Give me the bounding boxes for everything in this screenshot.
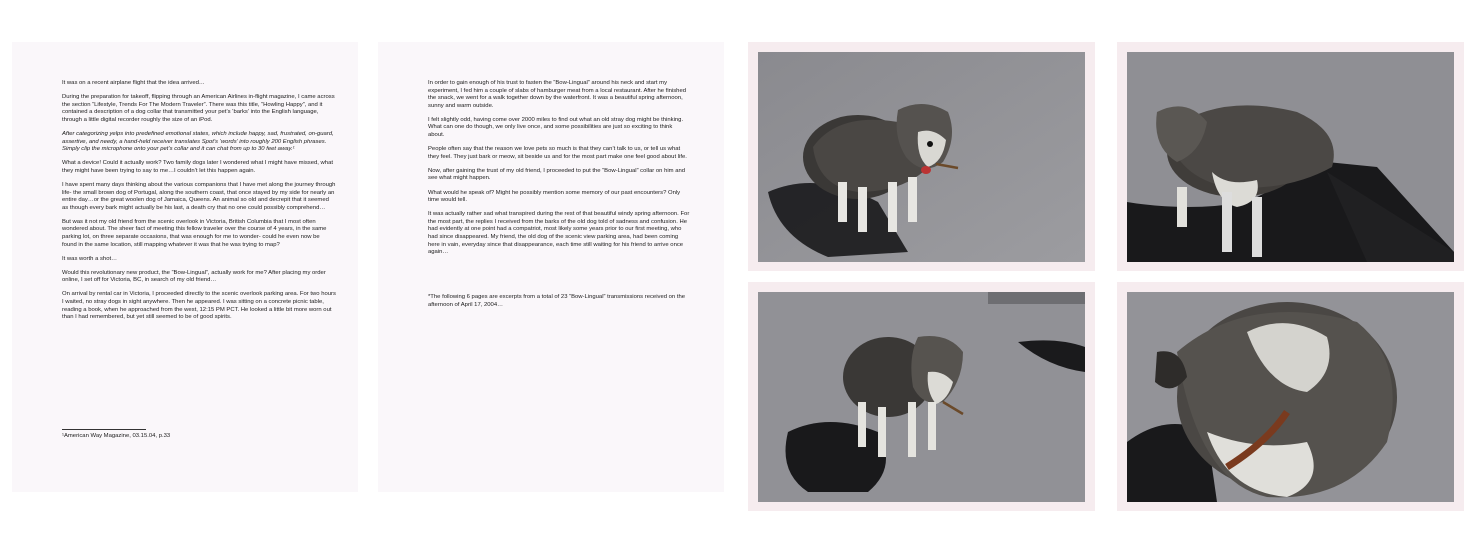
text-page-2 xyxy=(378,42,724,492)
dog-photo-4 xyxy=(1117,282,1464,511)
paragraph: It was on a recent airplane flight that the idea arrived… xyxy=(62,80,205,86)
footnote-rule xyxy=(62,429,146,430)
footnote xyxy=(62,429,292,441)
paragraph: In order to gain enough of his trust to fasten the “Bow-Lingual” around his neck and start my experiment, I fed him a couple of slabs of hamburger meat from a local restaurant. After he finished the snack, we went for a walk together down by the waterfront. It was a beautiful spring afternoon, sunny and warm outside. xyxy=(428,80,687,109)
paragraph: On arrival by rental car in Victoria, I proceeded directly to the scenic overlook parking area. For two hours I waited, no stray dogs in sight anywhere. Then he appeared. I was sitting on a concrete picnic table, reading a book, when he approached from the west, 12:15 PM PCT. He looked a little bit more worn out than I had remembered, but yet still seemed to be of good spirits. xyxy=(62,291,336,321)
paragraph: Would this revolutionary new product, the “Bow-Lingual”, actually work for me? After placing my order online, I set off for Victoria, BC, in search of my old friend… xyxy=(62,269,326,284)
paragraph: I felt slightly odd, having come over 2000 miles to find out what an old stray dog might be thinking. What can one do though, we only live once, and some possibilities are just so exciting to think about. xyxy=(428,116,684,139)
paragraph: But was it not my old friend from the scenic overlook in Victoria, British Columbia that I most often wondered about. The sheer fact of meeting this fellow traveler over the course of 4 years, in the same parking lot, on three separate occasions, that was enough for me to wonder- could he even now be found in the same location, still mapping whatever it was that he was trying to map? xyxy=(62,218,327,248)
dog-photo-1 xyxy=(748,42,1095,271)
paragraph: I have spent many days thinking about the various companions that I have met along the journey through life- the small brown dog of Portugal, along the southern coast, that once stayed by my side for nearly an entire day…or the great woolen dog of Jamaica, Queens. An animal so old and decrepit that it seemed as though every bark might actually be his last, a death cry that no one could possibly comprehend… xyxy=(62,181,336,211)
paragraph: People often say that the reason we love pets so much is that they can’t talk to us, or tell us what they feel. They just bark or meow, sit beside us and for the most part make one feel good about life. xyxy=(428,146,687,160)
paragraph: Now, after gaining the trust of my old friend, I proceeded to put the “Bow-Lingual” collar on him and see what might happen. xyxy=(428,167,686,182)
closing-note: *The following 6 pages are excerpts from a total of 23 “Bow-Lingual” transmissions received on the afternoon of April 17, 2004… xyxy=(428,294,686,308)
paragraph: It was worth a shot… xyxy=(62,255,118,262)
paragraph-quote: After categorizing yelps into predefined emotional states, which include happy, sad, frustrated, on-guard, assertive, and needy, a hand-held receiver translates Spot’s ‘words’ into roughly 200 English phrases. Simply clip the microphone onto your pet’s collar and it can chat from up to 30 feet away.¹ xyxy=(62,130,334,153)
paragraph: It was actually rather sad what transpired during the rest of that beautiful windy spring afternoon. For the most part, the replies I received from the barks of the old dog told of sadness and confusion. He had evidently at one point had a compatriot, most likely some years prior to our first meeting, who had since disappeared. My friend, the old dog of the scenic view parking area, had been coming here in vain, everyday since that disappearance, each time still waiting for his friend to arrive once again… xyxy=(428,211,690,256)
footnote-text: ¹American Way Magazine, 03.15.04, p.33 xyxy=(62,433,171,440)
paragraph: What would he speak of? Might he possibly mention some memory of our past encounters? Only time would tell. xyxy=(428,189,681,204)
dog-photo-2 xyxy=(1117,42,1464,271)
text-page-1 xyxy=(12,42,358,492)
dog-photo-3 xyxy=(748,282,1095,511)
paragraph: What a device! Could it actually work? Two family dogs later I wondered what I might have missed, what they might have been trying to say to me…I couldn’t let this happen again. xyxy=(62,160,333,174)
paragraph: During the preparation for takeoff, flipping through an American Airlines in-flight magazine, I came across the section “Lifestyle, Trends For The Modern Traveler”. There was this title, “Howling Happy”, and it contained a description of a dog collar that transmitted your pet’s ‘barks’ into the English language, through a little digital recorder roughly the size of an iPod. xyxy=(62,94,335,123)
